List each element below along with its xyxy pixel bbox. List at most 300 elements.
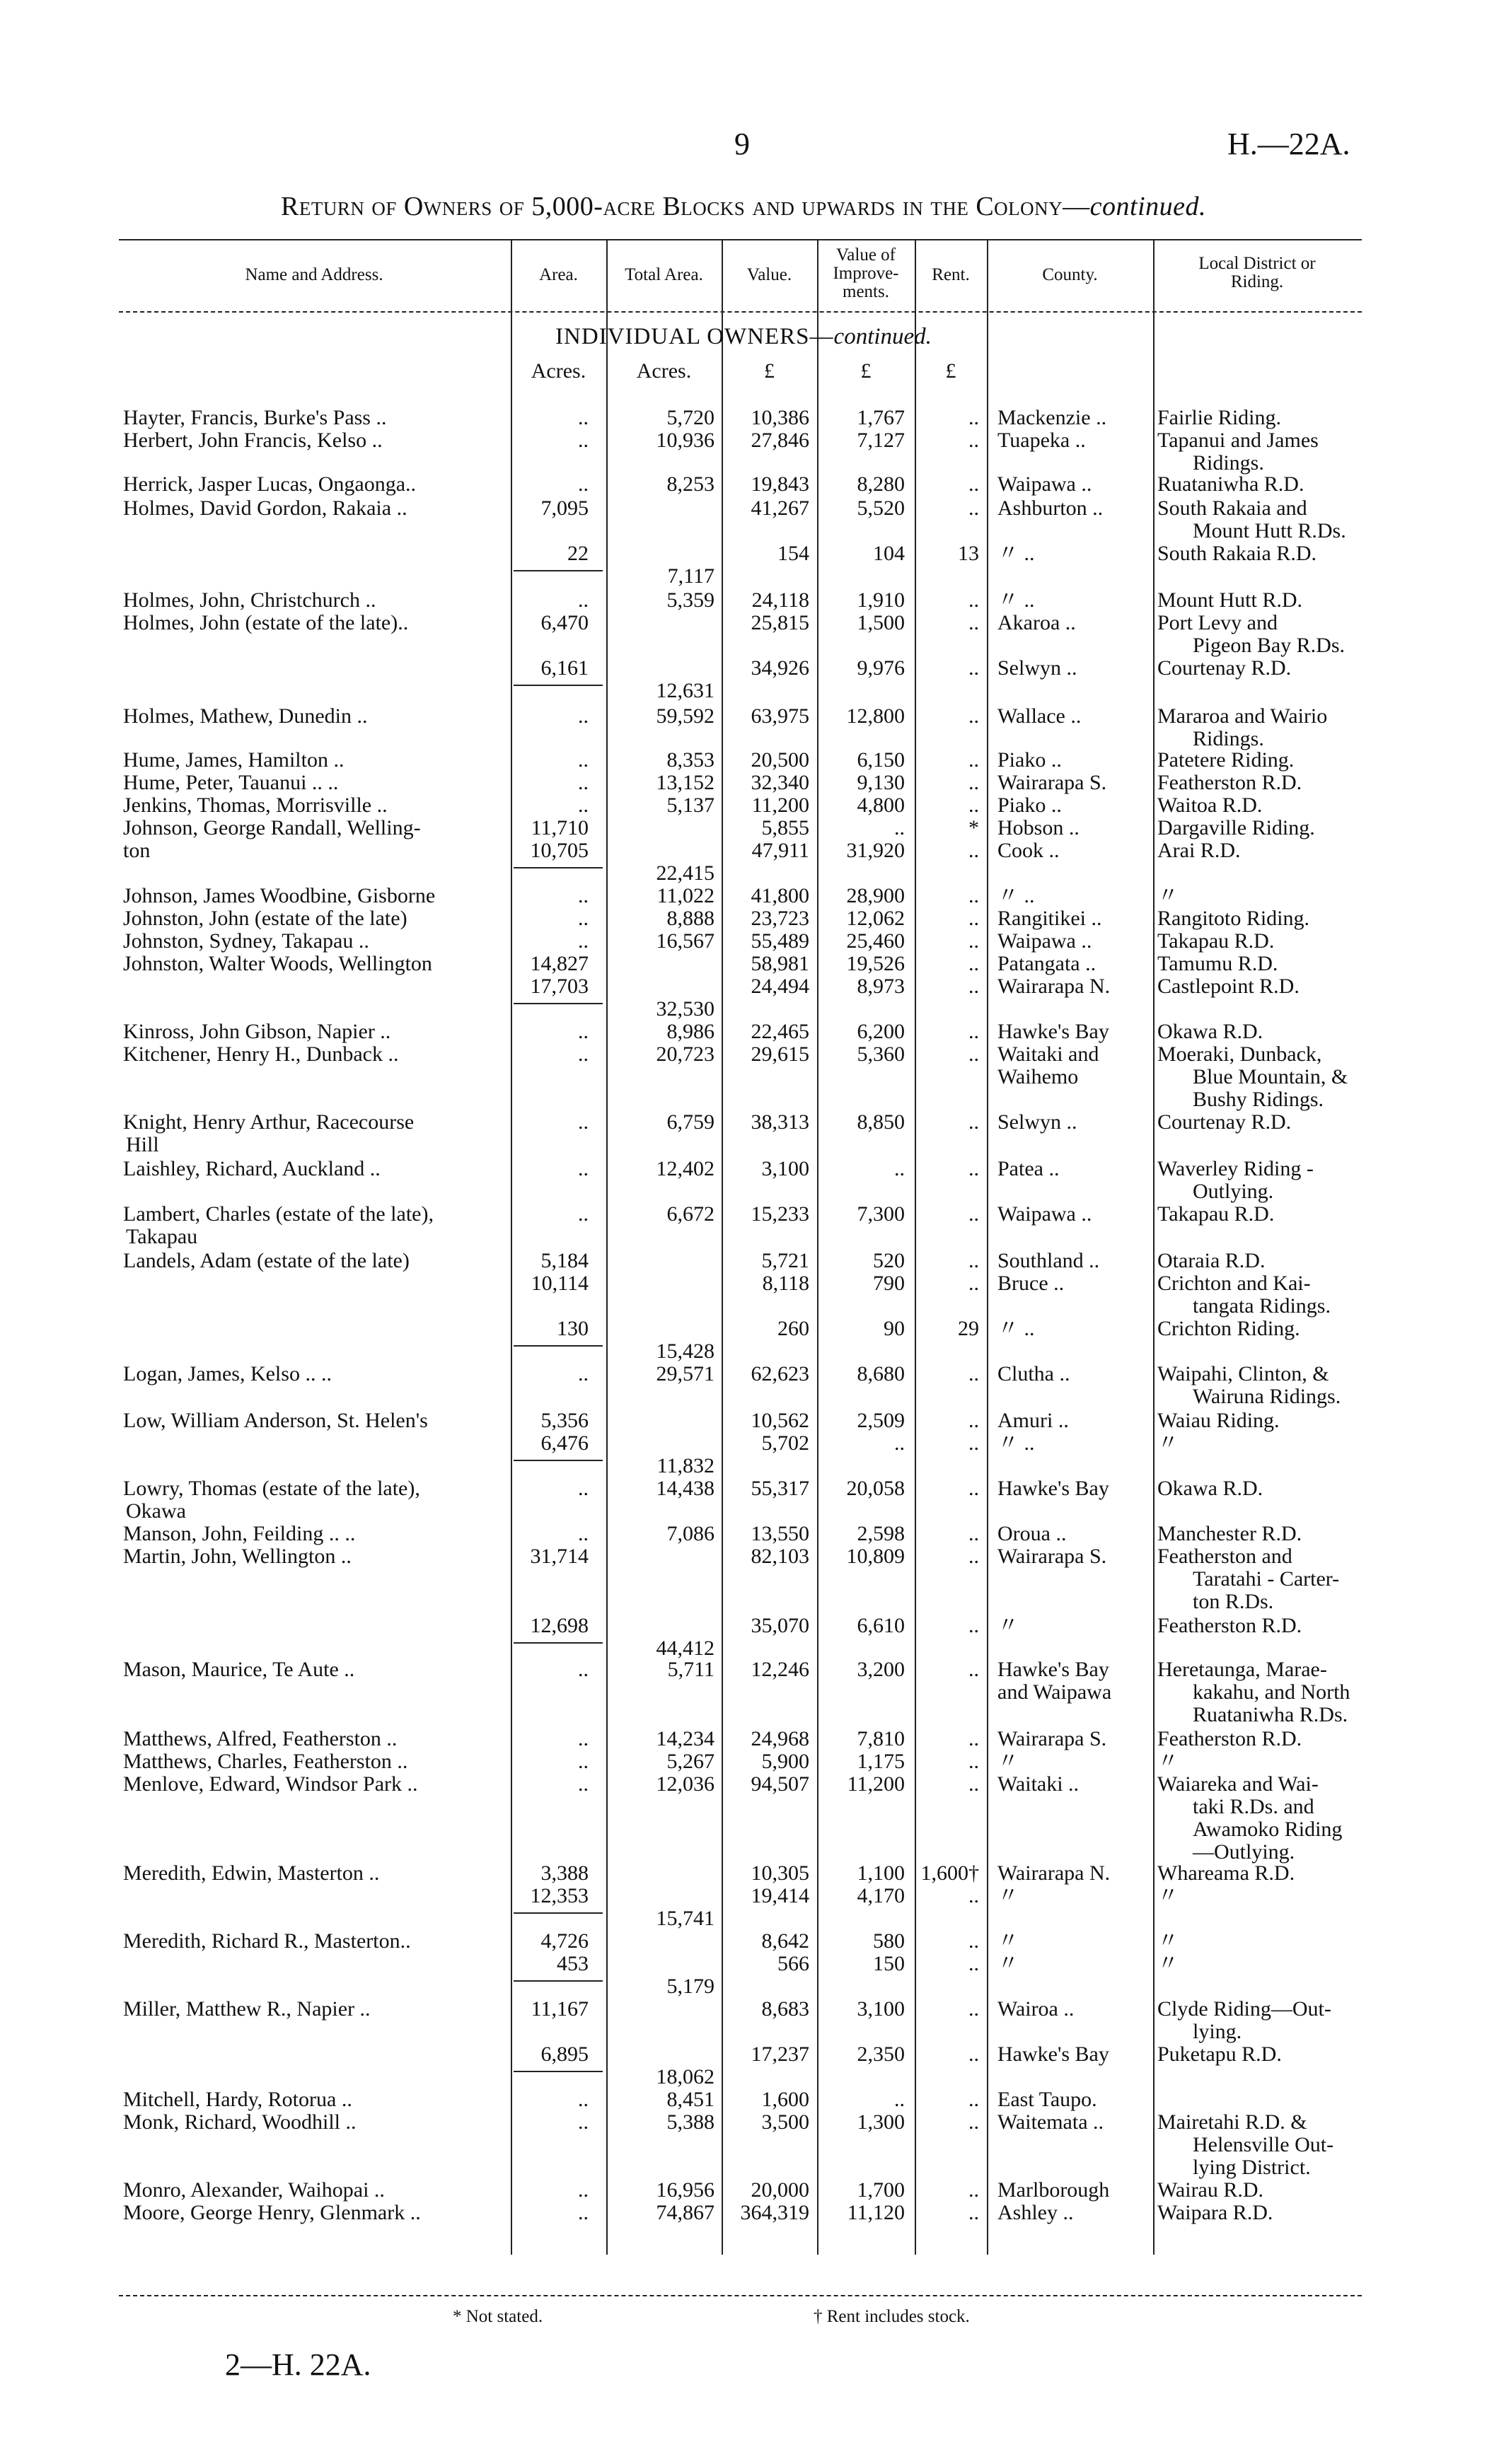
cell-district: Waitoa R.D. [1157, 794, 1263, 817]
cell-total-area: 8,888 [666, 907, 714, 930]
cell-rent: .. [968, 1545, 979, 1568]
header-total-area: Total Area. [625, 265, 703, 284]
cell-area: .. [578, 1362, 589, 1385]
cell-improvements: 11,200 [847, 1772, 905, 1796]
header-bottom-rule [119, 311, 1362, 313]
cell-name: Miller, Matthew R., Napier .. [123, 1997, 371, 2021]
cell-district: Crichton Riding. [1157, 1317, 1300, 1340]
cell-rent: .. [968, 1042, 979, 1066]
cell-rent: .. [968, 496, 979, 520]
cell-district: 〃 [1157, 1750, 1179, 1773]
cell-rent: .. [968, 611, 979, 634]
cell-area: 6,161 [540, 656, 589, 680]
cell-area: 453 [557, 1952, 589, 1975]
col-divider [915, 239, 916, 2255]
cell-value: 29,615 [751, 1042, 809, 1066]
cell-area: 14,827 [530, 952, 589, 975]
unit-total-area: Acres. [636, 359, 692, 383]
header-improvements-line2: Improve- [833, 264, 899, 283]
cell-name: Low, William Anderson, St. Helen's [123, 1409, 428, 1432]
cell-total-area: 8,986 [666, 1020, 714, 1043]
cell-rent: .. [968, 1477, 979, 1500]
subtotal-rule [514, 1345, 603, 1347]
cell-rent: .. [968, 588, 979, 612]
cell-improvements: .. [894, 1157, 905, 1180]
cell-rent: .. [968, 704, 979, 728]
unit-area: Acres. [531, 359, 586, 383]
cell-area: .. [578, 1042, 589, 1066]
cell-value: 10,386 [751, 406, 809, 429]
cell-value: 11,200 [751, 794, 809, 817]
cell-county: Waipawa .. [997, 929, 1092, 953]
cell-total-area: 5,388 [666, 2110, 714, 2134]
col-divider [511, 239, 512, 2255]
cell-county: Akaroa .. [997, 611, 1076, 634]
cell-improvements: 520 [873, 1249, 905, 1272]
cell-improvements: 8,680 [857, 1362, 905, 1385]
cell-district: Clyde Riding—Out- [1157, 1997, 1331, 2021]
cell-district: Patetere Riding. [1157, 748, 1295, 772]
cell-value: 3,500 [761, 2110, 809, 2134]
cell-value: 3,100 [761, 1157, 809, 1180]
cell-county: Rangitikei .. [997, 907, 1102, 930]
cell-district: Mararoa and Wairio [1157, 704, 1328, 728]
header-value: Value. [746, 265, 792, 284]
cell-county: 〃 .. [997, 1431, 1035, 1455]
cell-improvements: 1,100 [857, 1861, 905, 1885]
cell-area: .. [578, 2110, 589, 2134]
cell-county: Ashley .. [997, 2201, 1074, 2224]
cell-rent: .. [968, 406, 979, 429]
cell-area: 10,705 [530, 839, 589, 862]
cell-value: 58,981 [751, 952, 809, 975]
cell-value: 34,926 [751, 656, 809, 680]
cell-total-area: 14,438 [656, 1477, 714, 1500]
cell-improvements: .. [894, 1431, 905, 1455]
cell-improvements: 6,610 [857, 1614, 905, 1637]
cell-total-area: 13,152 [656, 771, 714, 794]
cell-area: .. [578, 1110, 589, 1134]
cell-total-area: 14,234 [656, 1727, 714, 1750]
cell-district: Castlepoint R.D. [1157, 975, 1300, 998]
cell-rent: .. [968, 1020, 979, 1043]
cell-name: Menlove, Edward, Windsor Park .. [123, 1772, 418, 1796]
cell-county: 〃 [997, 1952, 1019, 1975]
cell-name: Hayter, Francis, Burke's Pass .. [123, 406, 387, 429]
cell-rent: .. [968, 656, 979, 680]
cell-county: Hawke's Bay [997, 2042, 1109, 2066]
cell-area: .. [578, 1157, 589, 1180]
cell-total-area: 11,022 [656, 884, 714, 907]
document-reference: H.—22A. [1227, 127, 1350, 161]
cell-total-area: 8,451 [666, 2088, 714, 2111]
cell-rent: .. [968, 2088, 979, 2111]
cell-county: 〃 [997, 1614, 1019, 1637]
cell-area: .. [578, 1477, 589, 1500]
header-improvements [818, 246, 913, 301]
cell-rent: .. [968, 975, 979, 998]
cell-area: .. [578, 1522, 589, 1545]
cell-name: Kitchener, Henry H., Dunback .. [123, 1042, 399, 1066]
cell-county: Piako .. [997, 794, 1062, 817]
cell-rent: .. [968, 884, 979, 907]
cell-improvements: 12,062 [846, 907, 905, 930]
header-district-line1: Local District or [1198, 254, 1316, 273]
cell-district: Ridings. [1193, 451, 1264, 475]
cell-rent: * [968, 816, 979, 839]
cell-county: Southland .. [997, 1249, 1100, 1272]
cell-area: .. [578, 704, 589, 728]
cell-value: 5,721 [761, 1249, 809, 1272]
cell-rent: .. [968, 429, 979, 452]
cell-name: Mason, Maurice, Te Aute .. [123, 1658, 355, 1681]
cell-county: Clutha .. [997, 1362, 1070, 1385]
cell-total-area: 5,267 [666, 1750, 714, 1773]
cell-area: .. [578, 1772, 589, 1796]
cell-name: Laishley, Richard, Auckland .. [123, 1157, 381, 1180]
cell-district: Waipara R.D. [1157, 2201, 1273, 2224]
subtotal-rule [514, 570, 603, 571]
cell-district: Puketapu R.D. [1157, 2042, 1282, 2066]
cell-county: Bruce .. [997, 1272, 1065, 1295]
cell-county: Hawke's Bay [997, 1477, 1109, 1500]
cell-total-area: 5,720 [666, 406, 714, 429]
cell-district: Port Levy and [1157, 611, 1278, 634]
cell-district: 〃 [1157, 884, 1179, 907]
cell-county: Oroua .. [997, 1522, 1067, 1545]
cell-improvements: 4,800 [857, 794, 905, 817]
cell-total-area: 15,428 [656, 1339, 714, 1363]
cell-name: Holmes, John, Christchurch .. [123, 588, 376, 612]
cell-area: .. [578, 588, 589, 612]
cell-rent: .. [968, 952, 979, 975]
cell-rent: .. [968, 748, 979, 772]
cell-rent: .. [968, 2201, 979, 2224]
cell-value: 8,118 [762, 1272, 809, 1295]
cell-name: Matthews, Charles, Featherston .. [123, 1750, 408, 1773]
cell-district: Awamoko Riding [1193, 1818, 1343, 1841]
cell-value: 24,494 [751, 975, 809, 998]
cell-rent: .. [968, 2110, 979, 2134]
cell-area: .. [578, 1727, 589, 1750]
section-label-continued: continued. [833, 324, 932, 349]
cell-district: lying District. [1193, 2156, 1311, 2179]
header-improvements-line3: ments. [843, 282, 889, 301]
cell-area: .. [578, 907, 589, 930]
cell-improvements: 580 [873, 1929, 905, 1953]
cell-district: Wairuna Ridings. [1193, 1385, 1341, 1408]
cell-total-area: 5,711 [667, 1658, 714, 1681]
cell-name: Hume, James, Hamilton .. [123, 748, 345, 772]
cell-area: 10,114 [531, 1272, 589, 1295]
cell-name: Holmes, John (estate of the late).. [123, 611, 409, 634]
cell-improvements: 19,526 [846, 952, 905, 975]
cell-county: Wallace .. [997, 704, 1082, 728]
cell-county: Wairarapa S. [997, 771, 1107, 794]
cell-area: .. [578, 2088, 589, 2111]
cell-value: 8,642 [761, 1929, 809, 1953]
cell-district: Manchester R.D. [1157, 1522, 1302, 1545]
title-continued: continued. [1089, 192, 1207, 221]
cell-county: Waihemo [997, 1065, 1079, 1088]
cell-area: .. [578, 771, 589, 794]
cell-area: 130 [557, 1317, 589, 1340]
cell-county: Ashburton .. [997, 496, 1104, 520]
cell-improvements: 28,900 [846, 884, 905, 907]
cell-name: Holmes, David Gordon, Rakaia .. [123, 496, 407, 520]
cell-total-area: 12,402 [656, 1157, 714, 1180]
table-title [0, 191, 1487, 222]
cell-rent: .. [968, 1952, 979, 1975]
cell-total-area: 22,415 [656, 861, 714, 885]
cell-name: Johnston, Walter Woods, Wellington [123, 952, 432, 975]
cell-district: Courtenay R.D. [1157, 1110, 1292, 1134]
cell-area: 17,703 [530, 975, 589, 998]
cell-area: .. [578, 472, 589, 496]
cell-value: 82,103 [751, 1545, 809, 1568]
cell-district: 〃 [1157, 1929, 1179, 1953]
cell-value: 23,723 [751, 907, 809, 930]
cell-area: .. [578, 884, 589, 907]
cell-improvements: 90 [884, 1317, 905, 1340]
cell-name: Hill [126, 1133, 159, 1156]
cell-value: 55,317 [751, 1477, 809, 1500]
cell-rent: .. [968, 929, 979, 953]
section-label [0, 324, 1487, 350]
cell-name: Jenkins, Thomas, Morrisville .. [123, 794, 388, 817]
cell-district: Takapau R.D. [1157, 929, 1275, 953]
cell-value: 63,975 [751, 704, 809, 728]
cell-value: 5,702 [761, 1431, 809, 1455]
cell-improvements: 1,500 [857, 611, 905, 634]
header-top-rule [119, 239, 1362, 240]
cell-improvements: 3,200 [857, 1658, 905, 1681]
col-divider [1153, 239, 1155, 2255]
cell-value: 38,313 [751, 1110, 809, 1134]
cell-district: Ridings. [1193, 727, 1264, 750]
cell-area: 3,388 [540, 1861, 589, 1885]
cell-value: 8,683 [761, 1997, 809, 2021]
cell-area: .. [578, 2201, 589, 2224]
cell-district: Takapau R.D. [1157, 1202, 1275, 1226]
cell-value: 35,070 [751, 1614, 809, 1637]
cell-county: Selwyn .. [997, 1110, 1077, 1134]
cell-district: Featherston R.D. [1157, 1614, 1302, 1637]
subtotal-rule [514, 1912, 603, 1914]
cell-district: Mount Hutt R.Ds. [1193, 519, 1346, 542]
subtotal-rule [514, 1642, 603, 1644]
cell-total-area: 74,867 [656, 2201, 714, 2224]
cell-improvements: 12,800 [846, 704, 905, 728]
cell-district: Outlying. [1193, 1180, 1274, 1203]
cell-district: Featherston and [1157, 1545, 1292, 1568]
cell-district: Mount Hutt R.D. [1157, 588, 1303, 612]
unit-value: £ [764, 359, 775, 383]
cell-county: Waitaki and [997, 1042, 1099, 1066]
cell-rent: .. [968, 2178, 979, 2202]
subtotal-rule [514, 1003, 603, 1004]
cell-rent: .. [968, 1202, 979, 1226]
cell-improvements: 7,127 [857, 429, 905, 452]
cell-district: kakahu, and North [1193, 1680, 1350, 1704]
cell-district: Rangitoto Riding. [1157, 907, 1310, 930]
cell-value: 19,843 [751, 472, 809, 496]
cell-county: Waipawa .. [997, 472, 1092, 496]
page-number: 9 [734, 127, 750, 161]
cell-rent: .. [968, 1272, 979, 1295]
cell-county: Wairarapa S. [997, 1545, 1107, 1568]
cell-value: 27,846 [751, 429, 809, 452]
cell-name: Herrick, Jasper Lucas, Ongaonga.. [123, 472, 417, 496]
cell-value: 260 [777, 1317, 809, 1340]
cell-improvements: 8,973 [857, 975, 905, 998]
cell-rent: .. [968, 1929, 979, 1953]
cell-county: Waitemata .. [997, 2110, 1104, 2134]
cell-rent: .. [968, 1110, 979, 1134]
cell-district: Pigeon Bay R.Ds. [1193, 634, 1346, 657]
cell-district: taki R.Ds. and [1193, 1795, 1314, 1818]
cell-rent: .. [968, 1409, 979, 1432]
title-text: Return of Owners of 5,000-acre Blocks and upwards in the Colony— [280, 192, 1090, 221]
cell-county: Tuapeka .. [997, 429, 1086, 452]
cell-improvements: 790 [873, 1272, 905, 1295]
cell-county: Piako .. [997, 748, 1062, 772]
cell-name: Logan, James, Kelso .. .. [123, 1362, 332, 1385]
cell-name: Moore, George Henry, Glenmark .. [123, 2201, 421, 2224]
cell-rent: .. [968, 2042, 979, 2066]
cell-rent: 29 [958, 1317, 979, 1340]
cell-improvements: 104 [873, 542, 905, 565]
header-rent: Rent. [932, 265, 970, 284]
cell-value: 47,911 [751, 839, 809, 862]
header-improvements-line1: Value of [836, 245, 896, 265]
cell-district: Waiau Riding. [1157, 1409, 1280, 1432]
cell-area: .. [578, 429, 589, 452]
cell-area: .. [578, 929, 589, 953]
cell-value: 15,233 [751, 1202, 809, 1226]
cell-county: and Waipawa [997, 1680, 1112, 1704]
cell-district: Wairau R.D. [1157, 2178, 1264, 2202]
cell-county: 〃 .. [997, 1317, 1035, 1340]
cell-area: .. [578, 2178, 589, 2202]
cell-district: Heretaunga, Marae- [1157, 1658, 1327, 1681]
cell-county: Wairoa .. [997, 1997, 1075, 2021]
cell-improvements: 1,910 [857, 588, 905, 612]
cell-rent: .. [968, 1727, 979, 1750]
cell-area: .. [578, 1202, 589, 1226]
footnote-rent-stock: † Rent includes stock. [814, 2307, 970, 2326]
cell-improvements: 5,520 [857, 496, 905, 520]
unit-improvements: £ [860, 359, 872, 383]
cell-rent: .. [968, 1750, 979, 1773]
cell-area: 6,476 [540, 1431, 589, 1455]
subtotal-rule [514, 1460, 603, 1461]
cell-county: 〃 .. [997, 588, 1035, 612]
cell-value: 10,562 [751, 1409, 809, 1432]
cell-rent: .. [968, 1157, 979, 1180]
cell-rent: 13 [958, 542, 979, 565]
cell-total-area: 6,672 [666, 1202, 714, 1226]
cell-improvements: 8,850 [857, 1110, 905, 1134]
cell-value: 19,414 [751, 1884, 809, 1907]
cell-area: 11,167 [531, 1997, 589, 2021]
cell-total-area: 12,631 [656, 679, 714, 702]
cell-improvements: .. [894, 816, 905, 839]
cell-name: Martin, John, Wellington .. [123, 1545, 352, 1568]
cell-value: 41,800 [751, 884, 809, 907]
cell-area: .. [578, 794, 589, 817]
cell-district: 〃 [1157, 1431, 1179, 1455]
cell-rent: .. [968, 907, 979, 930]
cell-district: Ruataniwha R.D. [1157, 472, 1304, 496]
cell-improvements: 9,130 [857, 771, 905, 794]
cell-improvements: 3,100 [857, 1997, 905, 2021]
cell-total-area: 7,086 [666, 1522, 714, 1545]
cell-district: Moeraki, Dunback, [1157, 1042, 1322, 1066]
cell-district: Otaraia R.D. [1157, 1249, 1266, 1272]
cell-rent: .. [968, 839, 979, 862]
col-divider [606, 239, 608, 2255]
cell-area: 7,095 [540, 496, 589, 520]
cell-rent: .. [968, 771, 979, 794]
cell-value: 20,500 [751, 748, 809, 772]
cell-total-area: 6,759 [666, 1110, 714, 1134]
cell-district: 〃 [1157, 1884, 1179, 1907]
cell-name: Kinross, John Gibson, Napier .. [123, 1020, 391, 1043]
cell-total-area: 10,936 [656, 429, 714, 452]
cell-county: Selwyn .. [997, 656, 1077, 680]
cell-district: Bushy Ridings. [1193, 1088, 1324, 1111]
cell-name: Johnson, James Woodbine, Gisborne [123, 884, 436, 907]
cell-county: Amuri .. [997, 1409, 1069, 1432]
cell-name: Matthews, Alfred, Featherston .. [123, 1727, 398, 1750]
cell-area: .. [578, 406, 589, 429]
cell-total-area: 16,956 [656, 2178, 714, 2202]
cell-name: ton [123, 839, 151, 862]
cell-name: Johnson, George Randall, Welling- [123, 816, 421, 839]
cell-county: 〃 .. [997, 884, 1035, 907]
col-divider [987, 239, 988, 2255]
cell-district: Okawa R.D. [1157, 1020, 1263, 1043]
cell-area: .. [578, 1020, 589, 1043]
cell-district: Whareama R.D. [1157, 1861, 1295, 1885]
cell-county: Waitaki .. [997, 1772, 1080, 1796]
cell-total-area: 5,359 [666, 588, 714, 612]
cell-name: Johnston, John (estate of the late) [123, 907, 407, 930]
cell-area: 22 [567, 542, 589, 565]
cell-county: Marlborough [997, 2178, 1110, 2202]
cell-district: lying. [1193, 2020, 1242, 2043]
header-district [1155, 255, 1360, 291]
cell-district: Crichton and Kai- [1157, 1272, 1311, 1295]
cell-name: Knight, Henry Arthur, Racecourse [123, 1110, 415, 1134]
footnote-not-stated: * Not stated. [453, 2307, 543, 2326]
cell-value: 13,550 [751, 1522, 809, 1545]
cell-total-area: 32,530 [656, 997, 714, 1021]
cell-county: 〃 [997, 1884, 1019, 1907]
cell-improvements: .. [894, 2088, 905, 2111]
cell-rent: .. [968, 1997, 979, 2021]
cell-district: Tamumu R.D. [1157, 952, 1278, 975]
cell-total-area: 16,567 [656, 929, 714, 953]
cell-improvements: 7,810 [857, 1727, 905, 1750]
cell-rent: .. [968, 1362, 979, 1385]
cell-name: Mitchell, Hardy, Rotorua .. [123, 2088, 352, 2111]
cell-county: Wairarapa N. [997, 1861, 1111, 1885]
cell-district: Courtenay R.D. [1157, 656, 1292, 680]
cell-district: Tapanui and James [1157, 429, 1319, 452]
cell-county: East Taupo. [997, 2088, 1097, 2111]
